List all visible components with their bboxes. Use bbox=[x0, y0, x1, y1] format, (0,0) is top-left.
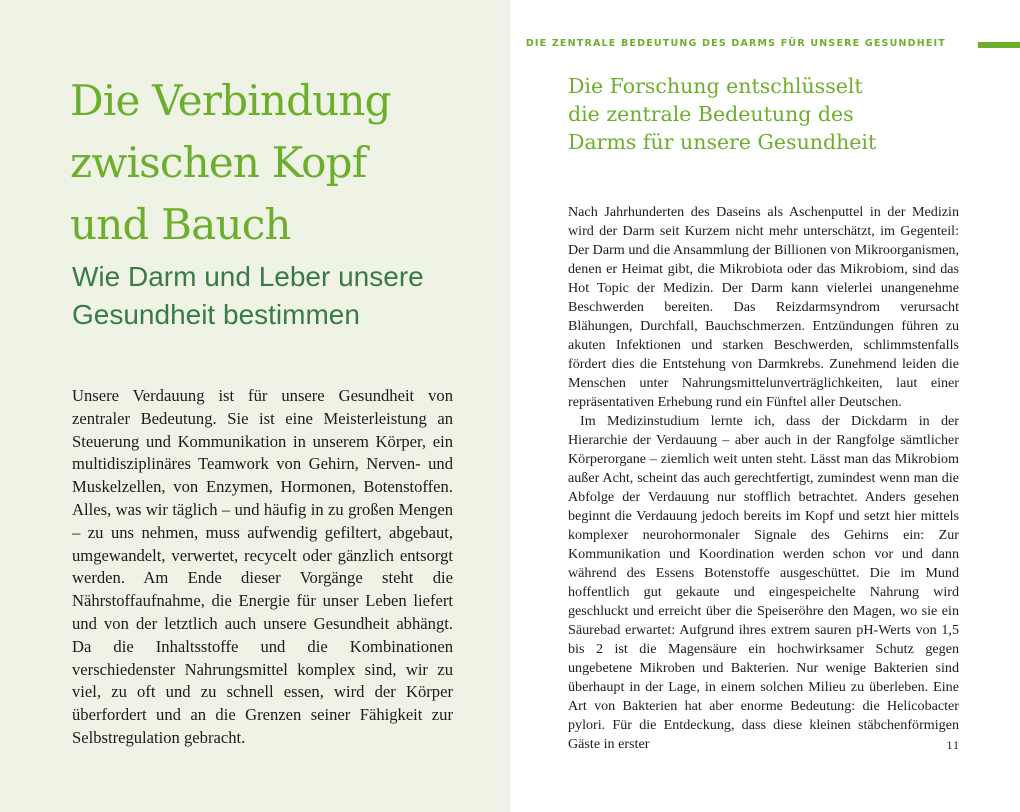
chapter-subtitle-line-2: Gesundheit bestimmen bbox=[72, 299, 360, 330]
chapter-title-line-1: Die Verbindung bbox=[70, 76, 391, 125]
right-page bbox=[510, 0, 1020, 812]
page-number: 11 bbox=[946, 738, 960, 752]
chapter-title-line-3: und Bauch bbox=[70, 200, 291, 249]
section-heading-line-2: die zentrale Bedeutung des bbox=[568, 102, 854, 126]
section-heading bbox=[568, 72, 998, 156]
chapter-subtitle bbox=[72, 258, 492, 334]
section-heading-line-1: Die Forschung entschlüsselt bbox=[568, 74, 863, 98]
running-head: DIE ZENTRALE BEDEUTUNG DES DARMS FÜR UNSERE GESUNDHEIT bbox=[525, 38, 946, 49]
chapter-title-line-2: zwischen Kopf bbox=[70, 138, 367, 187]
intro-paragraph: Unsere Verdauung ist für unsere Gesundheit von zentraler Bedeutung. Sie ist eine Meisterleistung an Steuerung und Kommunikation in unserem Körper, ein multidisziplinäres Teamwork von Gehirn, Nerven- und Muskelzellen, von Enzymen, Hormonen, Botenstoffen. Alles, was wir täglich – und häufig in zu großen Mengen – zu uns nehmen, muss aufwendig gefiltert, abgebaut, umgewandelt, verwertet, recycelt oder gänzlich entsorgt werden. Am Ende dieser Vorgänge steht die Nährstoffaufnahme, die Energie für unser Leben liefert und von der letztlich auch unsere Gesundheit abhängt. Da die Inhaltsstoffe und die Kombinationen verschiedenster Nahrungsmittel komplex sind, wir zu viel, zu oft und zu schnell essen, wird der Körper überfordert und an die Grenzen seiner Fähigkeit zur Selbstregulation gebracht. bbox=[72, 386, 453, 747]
chapter-title bbox=[70, 70, 490, 256]
running-head-bar bbox=[978, 42, 1020, 48]
chapter-subtitle-line-1: Wie Darm und Leber unsere bbox=[72, 261, 424, 292]
body-paragraph-2: Im Medizinstudium lernte ich, dass der Dickdarm in der Hierarchie der Verdauung – aber auch in der Rangfolge sämtlicher Körperorgane – ziemlich weit unten steht. Lässt man das Mikrobiom außer Acht, scheint das auch gerechtfertigt, zumindest wenn man die Abfolge der Verdauung nur stofflich betrachtet. Anders gesehen beginnt die Verdauung jedoch bereits im Kopf und setzt hier mittels komplexer neurohormonaler Signale des Gehirns ein: Zur Kommunikation und Koordination werden schon vor und dann während des Essens Botenstoffe ausgeschüttet. Die im Mund hoffentlich gut gekaute und eingespeichelte Nahrung wird geschluckt und erreicht über die Speiseröhre den Magen, wo sie ein Säurebad erwartet: Aufgrund ihres extrem sauren pH-Werts von 1,5 bis 2 ist die Magensäure ein hochwirksamer Schutz gegen ungebetene Mikroben und Bakterien. Nur wenige Bakterien sind überhaupt in der Lage, in einem solchen Milieu zu überleben. Eine Art von Bakterien hat aber enorme Bedeutung: die Helicobacter pylori. Für die Entdeckung, dass diese kleinen stäbchenförmigen Gäste in erster bbox=[568, 413, 959, 752]
body-paragraph-1: Nach Jahrhunderten des Daseins als Aschenputtel in der Medizin wird der Darm seit Kurzem nicht mehr unterschätzt, im Gegenteil: Der Darm und die Ansammlung der Billionen von Mikroorganismen, denen er Heimat gibt, die Mikrobiota oder das Mikrobiom, sind das Hot Topic der Medizin. Der Darm kann vielerlei unangenehme Beschwerden bereiten. Das Reizdarmsyndrom verursacht Blähungen, Durchfall, Bauchschmerzen. Entzündungen führen zu akuten Infektionen und starken Beschwerden, schlimmstenfalls fördert dies die Entstehung von Darmkrebs. Zunehmend leiden die Menschen unter Nahrungsmittelunverträglichkeiten, laut einer repräsentativen Erhebung rund ein Fünftel aller Deutschen. bbox=[568, 204, 959, 410]
section-heading-line-3: Darms für unsere Gesundheit bbox=[568, 130, 877, 154]
body-text bbox=[568, 203, 959, 754]
